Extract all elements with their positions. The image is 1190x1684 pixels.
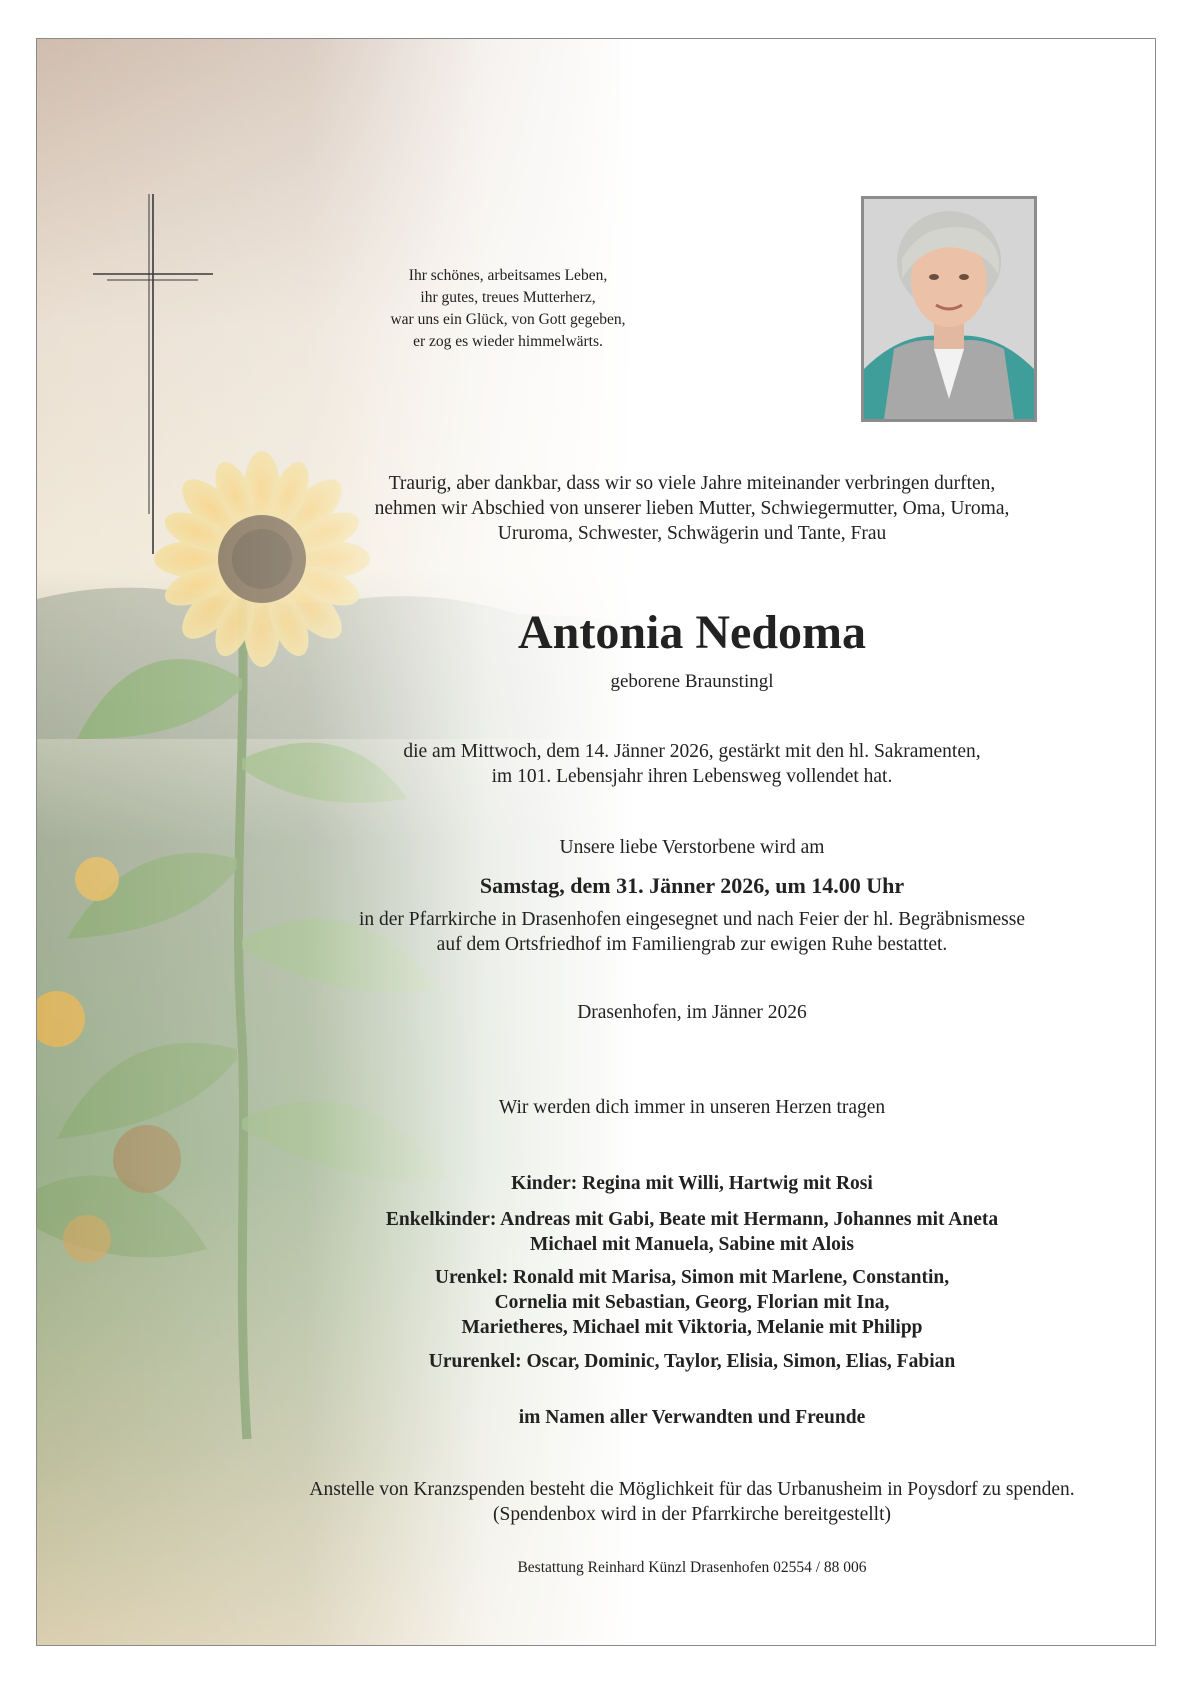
- family-line: Cornelia mit Sebastian, Georg, Florian mit Ina,: [494, 1292, 890, 1313]
- maiden-name: geborene Braunstingl: [610, 671, 774, 692]
- family-great-great-grandchildren: [37, 1349, 1155, 1374]
- portrait-photo: [861, 196, 1037, 422]
- intro-line: Traurig, aber dankbar, dass wir so viele Jahre miteinander verbringen durften,: [388, 473, 996, 494]
- poem-line: er zog es wieder himmelwärts.: [413, 333, 603, 350]
- family-line: Ururenkel: Oscar, Dominic, Taylor, Elisia, Simon, Elias, Fabian: [428, 1351, 956, 1372]
- poem-line: war uns ein Glück, von Gott gegeben,: [390, 311, 626, 328]
- relatives-text: im Namen aller Verwandten und Freunde: [518, 1407, 866, 1428]
- donation-text: [37, 1477, 1155, 1527]
- burial-line: auf dem Ortsfriedhof im Familiengrab zur ewigen Ruhe bestattet.: [436, 934, 948, 955]
- family-line: Kinder: Regina mit Willi, Hartwig mit Rosi: [511, 1173, 873, 1194]
- burial-line: in der Pfarrkirche in Drasenhofen eingesegnet und nach Feier der hl. Begräbnismesse: [358, 909, 1026, 930]
- family-line: Urenkel: Ronald mit Marisa, Simon mit Marlene, Constantin,: [434, 1267, 950, 1288]
- family-children: [37, 1171, 1155, 1196]
- burial-intro: Unsere liebe Verstorbene wird am: [559, 837, 825, 858]
- memorial-poem: [37, 265, 817, 353]
- family-line: Michael mit Manuela, Sabine mit Alois: [530, 1234, 854, 1255]
- donation-line: Anstelle von Kranzspenden besteht die Möglichkeit für das Urbanusheim in Poysdorf zu spenden.: [309, 1479, 1075, 1500]
- family-line: Marietheres, Michael mit Viktoria, Melanie mit Philipp: [461, 1317, 923, 1338]
- deceased-name: Antonia Nedoma: [517, 606, 867, 659]
- burial-place: [37, 907, 1155, 957]
- family-grandchildren: [37, 1207, 1155, 1257]
- poem-line: ihr gutes, treues Mutterherz,: [420, 289, 596, 306]
- place-date: Drasenhofen, im Jänner 2026: [577, 1002, 807, 1023]
- family-great-grandchildren: [37, 1265, 1155, 1340]
- portrait-illustration: [864, 199, 1034, 419]
- notice-frame: [36, 38, 1156, 1646]
- intro-line: Ururoma, Schwester, Schwägerin und Tante, Frau: [497, 523, 887, 544]
- undertaker-info: Bestattung Reinhard Künzl Drasenhofen 02554 / 88 006: [517, 1559, 867, 1576]
- burial-date: Samstag, dem 31. Jänner 2026, um 14.00 Uhr: [479, 873, 905, 898]
- family-line: Enkelkinder: Andreas mit Gabi, Beate mit Hermann, Johannes mit Aneta: [385, 1209, 999, 1230]
- donation-line: (Spendenbox wird in der Pfarrkirche bereitgestellt): [493, 1504, 891, 1525]
- intro-line: nehmen wir Abschied von unserer lieben Mutter, Schwiegermutter, Oma, Uroma,: [374, 498, 1010, 519]
- death-line: im 101. Lebensjahr ihren Lebensweg vollendet hat.: [491, 766, 893, 787]
- poem-line: Ihr schönes, arbeitsames Leben,: [408, 267, 608, 284]
- death-text: [37, 739, 1155, 789]
- death-line: die am Mittwoch, dem 14. Jänner 2026, gestärkt mit den hl. Sakramenten,: [403, 741, 981, 762]
- farewell-text: Wir werden dich immer in unseren Herzen tragen: [498, 1097, 886, 1118]
- intro-text: [37, 471, 1155, 546]
